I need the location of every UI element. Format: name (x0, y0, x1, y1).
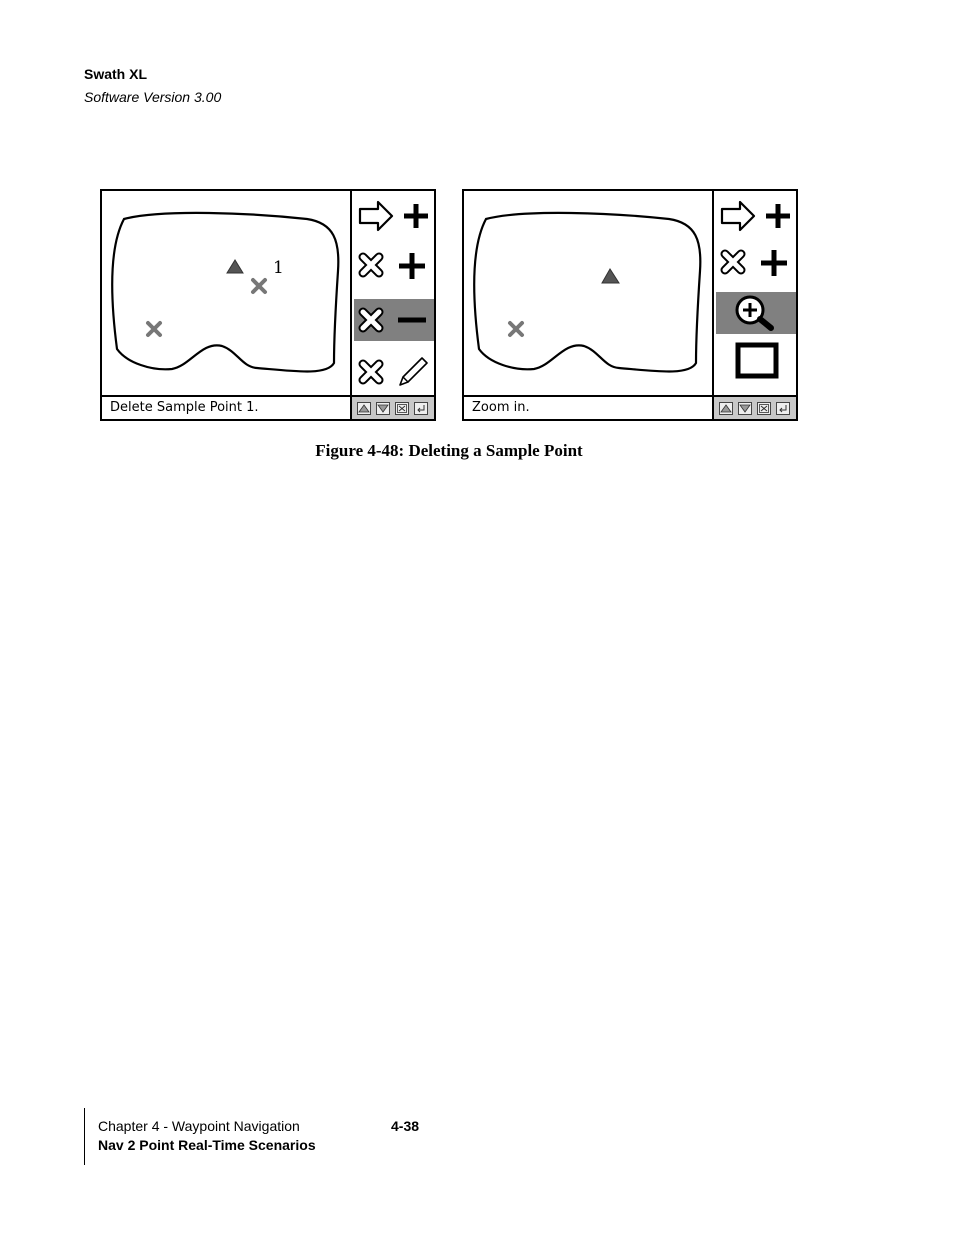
footer-page-number: 4-38 (391, 1118, 420, 1134)
screen-delete-sample-point (100, 189, 436, 421)
x-minus-icon (354, 299, 434, 341)
field-boundary (112, 213, 338, 372)
add-waypoint-button[interactable] (354, 195, 434, 237)
enter-icon (415, 403, 427, 414)
up-triangle-icon (358, 403, 370, 414)
field-boundary (474, 213, 700, 372)
zoom-in-button[interactable] (716, 292, 796, 334)
footer-divider (84, 1108, 85, 1165)
add-sample-point-button[interactable] (354, 244, 434, 286)
arrow-plus-icon (354, 195, 434, 237)
header-subtitle: Software Version 3.00 (84, 89, 222, 105)
sample-point-2-x-icon (148, 323, 160, 335)
button-sidebar (352, 191, 434, 395)
enter-key-button[interactable] (414, 402, 428, 415)
sample-point-x-icon (510, 323, 522, 335)
vehicle-triangle-icon (227, 260, 243, 273)
delete-sample-point-button[interactable] (354, 299, 434, 341)
up-key-button[interactable] (719, 402, 733, 415)
sample-point-1-x-icon (253, 280, 265, 292)
cancel-key-button[interactable] (395, 402, 409, 415)
square-frame-icon (716, 339, 796, 381)
zoom-in-icon (716, 292, 796, 334)
down-key-button[interactable] (376, 402, 390, 415)
map-area[interactable] (464, 191, 714, 395)
edit-sample-point-button[interactable] (354, 351, 434, 393)
add-waypoint-button[interactable] (716, 195, 796, 237)
header-title: Swath XL (84, 66, 148, 82)
x-pencil-icon (354, 351, 434, 393)
cancel-key-button[interactable] (757, 402, 771, 415)
cancel-icon (396, 403, 408, 414)
enter-icon (777, 403, 789, 414)
sample-point-label: 1 (273, 258, 284, 278)
up-triangle-icon (720, 403, 732, 414)
status-bar: Zoom in. (464, 395, 714, 419)
arrow-plus-icon (716, 195, 796, 237)
x-plus-icon (354, 244, 434, 286)
figure-caption: Figure 4-48: Deleting a Sample Point (315, 441, 583, 460)
enter-key-button[interactable] (776, 402, 790, 415)
down-key-button[interactable] (738, 402, 752, 415)
footer-chapter: Chapter 4 - Waypoint Navigation (98, 1118, 300, 1134)
screen-zoom-in (462, 189, 798, 421)
vehicle-triangle-icon (602, 269, 619, 283)
map-area[interactable] (102, 191, 352, 395)
nav-keys (714, 395, 796, 419)
up-key-button[interactable] (357, 402, 371, 415)
zoom-extents-button[interactable] (716, 339, 796, 381)
footer-section: Nav 2 Point Real-Time Scenarios (98, 1137, 316, 1153)
nav-keys (352, 395, 434, 419)
button-sidebar (714, 191, 796, 395)
add-sample-point-button[interactable] (716, 241, 796, 283)
status-bar: Delete Sample Point 1. (102, 395, 352, 419)
cancel-icon (758, 403, 770, 414)
down-triangle-icon (739, 403, 751, 414)
down-triangle-icon (377, 403, 389, 414)
x-plus-icon (716, 241, 796, 283)
